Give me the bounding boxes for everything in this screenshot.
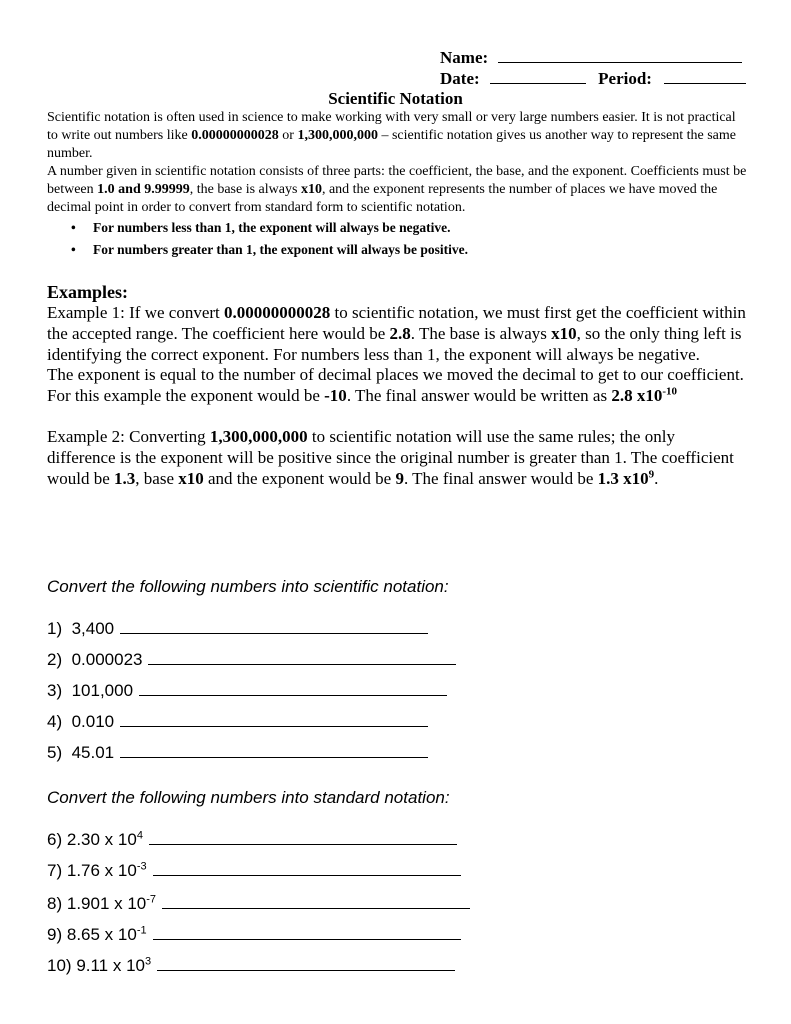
question-number: 8) bbox=[47, 894, 63, 913]
example-text: , so the only thing left is identifying the correct exponent. For numbers less than 1, the exponent will always be negative. bbox=[47, 323, 742, 364]
question-value: 101,000 bbox=[71, 681, 134, 700]
rules-list bbox=[47, 217, 747, 261]
answer-line[interactable] bbox=[120, 742, 428, 758]
intro-text: A number given in scientific notation consists of three parts: the coefficient, the base, and the exponent. Coefficients must be between bbox=[47, 164, 747, 197]
question-exponent: -3 bbox=[136, 860, 147, 873]
question-row bbox=[47, 893, 470, 915]
question-number: 7) bbox=[47, 861, 63, 880]
answer-base: 1.3 x10 bbox=[597, 468, 649, 488]
example-base: x10 bbox=[551, 323, 577, 343]
intro-paragraph-1 bbox=[47, 109, 747, 163]
example-1-part-2 bbox=[47, 365, 747, 407]
base-value: x10 bbox=[300, 182, 322, 197]
page-title: Scientific Notation bbox=[328, 89, 463, 108]
section-2-heading: Convert the following numbers into standard notation: bbox=[47, 788, 450, 807]
example-exponent: 9 bbox=[395, 468, 404, 488]
rule-item bbox=[71, 217, 747, 239]
question-number: 5) bbox=[47, 743, 63, 762]
question-value: 2.30 x 10 bbox=[66, 830, 137, 849]
question-number: 10) bbox=[47, 956, 72, 975]
example-text: , base bbox=[135, 468, 179, 488]
question-number: 6) bbox=[47, 830, 63, 849]
question-row bbox=[47, 711, 428, 733]
intro-section bbox=[47, 109, 747, 261]
coefficient-range: 1.0 and 9.99999 bbox=[97, 182, 190, 197]
question-row bbox=[47, 742, 428, 764]
question-value: 1.76 x 10 bbox=[66, 861, 137, 880]
example-text: Example 2: Converting bbox=[47, 426, 210, 446]
intro-text: , and the exponent represents the number of places we have moved the decimal point in order to convert from standard form to scientific notation. bbox=[47, 182, 718, 215]
intro-text: – scientific notation gives us another way to represent the same number. bbox=[47, 128, 736, 161]
answer-line[interactable] bbox=[162, 893, 470, 909]
small-number-example: 0.00000000028 bbox=[191, 128, 279, 143]
example-1-part-1 bbox=[47, 303, 747, 365]
question-number: 4) bbox=[47, 712, 63, 731]
answer-line[interactable] bbox=[139, 680, 447, 696]
student-info-header bbox=[440, 47, 746, 89]
answer-exponent: -10 bbox=[662, 385, 678, 398]
question-value: 0.010 bbox=[71, 712, 115, 731]
intro-text: Scientific notation is often used in science to make working with very small or very large numbers easier. It is not practical to write out numbers like bbox=[47, 110, 736, 143]
example-answer bbox=[611, 386, 677, 405]
example-number: 0.00000000028 bbox=[224, 303, 331, 322]
answer-line[interactable] bbox=[120, 618, 428, 634]
question-row bbox=[47, 924, 461, 946]
question-value: 0.000023 bbox=[71, 650, 143, 669]
question-value: 9.11 x 10 bbox=[76, 956, 145, 975]
answer-line[interactable] bbox=[148, 649, 456, 665]
question-number: 2) bbox=[47, 650, 63, 669]
example-coefficient: 1.3 bbox=[114, 468, 136, 488]
example-answer bbox=[598, 469, 655, 488]
answer-line[interactable] bbox=[149, 829, 457, 845]
rule-text: For numbers greater than 1, the exponent will always be positive. bbox=[93, 242, 468, 257]
date-period-row bbox=[440, 68, 746, 89]
intro-text: or bbox=[278, 128, 298, 143]
question-value: 1.901 x 10 bbox=[66, 894, 147, 913]
example-number: 1,300,000,000 bbox=[209, 426, 308, 446]
example-text: . The final answer would be bbox=[403, 468, 598, 488]
question-number: 1) bbox=[47, 619, 63, 638]
spacer bbox=[47, 407, 747, 427]
question-exponent: 3 bbox=[145, 955, 152, 968]
question-number: 3) bbox=[47, 681, 63, 700]
example-text: Example 1: If we convert bbox=[47, 303, 225, 322]
question-row bbox=[47, 680, 447, 702]
rule-text: For numbers less than 1, the exponent will always be negative. bbox=[93, 220, 451, 235]
question-value: 3,400 bbox=[71, 619, 115, 638]
question-row bbox=[47, 860, 461, 882]
answer-base: 2.8 x10 bbox=[611, 386, 663, 406]
question-row bbox=[47, 955, 455, 977]
examples-heading: Examples: bbox=[47, 282, 128, 302]
example-text: . The base is always bbox=[410, 323, 552, 343]
bullet-icon: • bbox=[71, 220, 76, 235]
date-blank bbox=[490, 69, 586, 84]
example-base: x10 bbox=[178, 468, 204, 488]
question-number: 9) bbox=[47, 925, 63, 944]
example-text: The exponent is equal to the number of decimal places we moved the decimal to get to our coefficient. For this example the exponent would be bbox=[47, 365, 744, 406]
question-value: 45.01 bbox=[71, 743, 115, 762]
bullet-icon: • bbox=[71, 242, 76, 257]
answer-line[interactable] bbox=[157, 955, 455, 971]
intro-text: , the base is always bbox=[189, 182, 301, 197]
example-exponent: -10 bbox=[324, 386, 347, 406]
question-exponent: 4 bbox=[136, 829, 143, 842]
large-number-example: 1,300,000,000 bbox=[297, 128, 378, 143]
intro-paragraph-2 bbox=[47, 163, 747, 217]
examples-section bbox=[47, 281, 747, 489]
question-row bbox=[47, 649, 456, 671]
question-exponent: -1 bbox=[136, 924, 147, 937]
answer-line[interactable] bbox=[153, 860, 461, 876]
name-blank bbox=[498, 48, 742, 63]
page-title-wrap bbox=[0, 89, 791, 109]
rule-item bbox=[71, 239, 747, 261]
name-label: Name: bbox=[440, 48, 489, 67]
answer-exponent: 9 bbox=[648, 467, 655, 480]
question-exponent: -7 bbox=[146, 893, 157, 906]
example-text: to scientific notation will use the same rules; the only difference is the exponent will be positive since the original number is greater than 1. The coefficient would be bbox=[47, 426, 734, 488]
example-coefficient: 2.8 bbox=[389, 323, 411, 343]
answer-line[interactable] bbox=[153, 924, 461, 940]
question-value: 8.65 x 10 bbox=[66, 925, 137, 944]
question-row bbox=[47, 618, 428, 640]
example-text: and the exponent would be bbox=[203, 468, 396, 488]
example-2 bbox=[47, 427, 747, 489]
date-label: Date: bbox=[440, 69, 480, 88]
example-text: . bbox=[654, 468, 659, 488]
example-text: to scientific notation, we must first get the coefficient within the accepted range. The coefficient here would be bbox=[47, 303, 746, 343]
example-text: . The final answer would be written as bbox=[346, 386, 612, 406]
name-row bbox=[440, 47, 746, 68]
period-label: Period: bbox=[598, 69, 652, 88]
answer-line[interactable] bbox=[120, 711, 428, 727]
question-row bbox=[47, 829, 457, 851]
section-1-heading: Convert the following numbers into scientific notation: bbox=[47, 577, 449, 596]
period-blank bbox=[664, 69, 746, 84]
